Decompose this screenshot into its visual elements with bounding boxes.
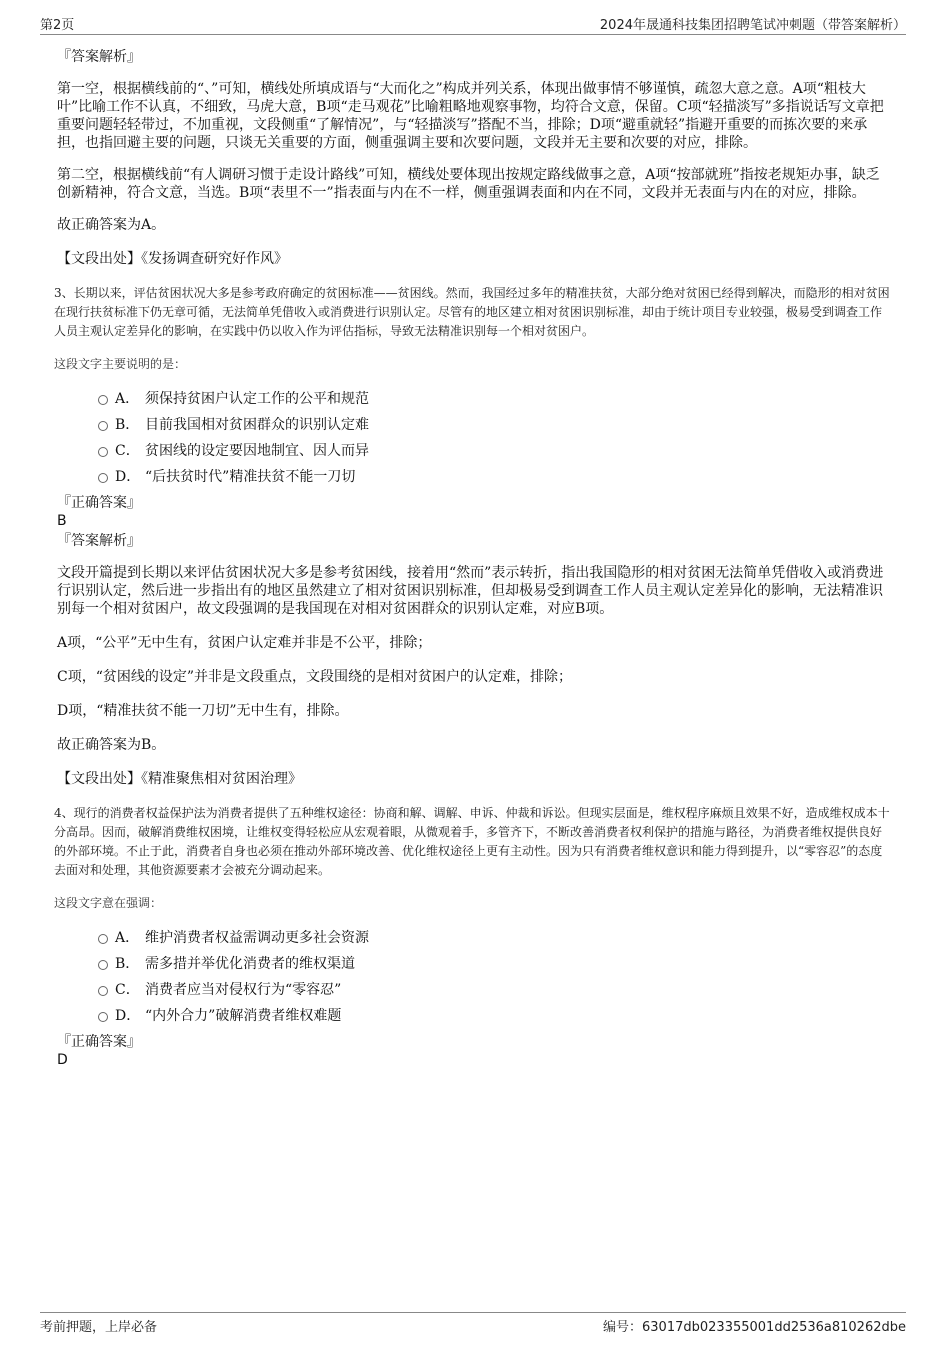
q3-source: 【文段出处】《精准聚焦相对贫困治理》 — [57, 771, 302, 787]
q2-analysis-heading: 『答案解析』 — [57, 49, 141, 65]
radio-button[interactable] — [98, 986, 108, 996]
option-text: “内外合力”破解消费者维权难题 — [145, 1008, 342, 1024]
option-text: 贫困线的设定要因地制宜、因人而异 — [145, 443, 369, 459]
q4-correct-answer: D — [57, 1052, 68, 1068]
q4-option-b[interactable] — [57, 951, 892, 977]
q3-analysis-option-d: D项，“精准扶贫不能一刀切”无中生有，排除。 — [57, 703, 349, 719]
q3-analysis-heading: 『答案解析』 — [57, 533, 141, 549]
q3-conclusion: 故正确答案为B。 — [57, 737, 166, 753]
radio-button[interactable] — [98, 1012, 108, 1022]
radio-button[interactable] — [98, 421, 108, 431]
radio-button[interactable] — [98, 934, 108, 944]
q4-options — [57, 925, 892, 1029]
option-text: 须保持贫困户认定工作的公平和规范 — [145, 391, 369, 407]
option-text: 目前我国相对贫困群众的识别认定难 — [145, 417, 369, 433]
q3-correct-answer: B — [57, 513, 67, 529]
option-letter: C． — [115, 982, 140, 998]
q4-option-a[interactable] — [57, 925, 892, 951]
q4-option-d[interactable] — [57, 1003, 892, 1029]
option-text: 维护消费者权益需调动更多社会资源 — [145, 930, 369, 946]
option-letter: B． — [115, 417, 140, 433]
option-letter: C． — [115, 443, 140, 459]
document-id: 编号：63017db023355001dd2536a810262dbe — [603, 1320, 906, 1335]
page-header — [40, 12, 906, 35]
option-letter: D． — [115, 1008, 141, 1024]
q2-source: 【文段出处】《发扬调查研究好作风》 — [57, 251, 288, 267]
page-number: 第2页 — [40, 18, 75, 33]
q3-option-b[interactable] — [57, 412, 892, 438]
q3-option-a[interactable] — [57, 386, 892, 412]
radio-button[interactable] — [98, 447, 108, 457]
option-letter: A． — [115, 391, 140, 407]
q3-stem: 3、长期以来，评估贫困状况大多是参考政府确定的贫困标准——贫困线。然而，我国经过多年的精准扶贫，大部分绝对贫困已经得到解决，而隐形的相对贫困在现行扶贫标准下仍无章可循，无法简单凭借收入或消费进行识别认定。尽管有的地区建立相对贫困识别标准，却由于统计项目专业较强，极易受到调查工作人员主观认定差异化的影响，在实践中仍以收入作为评估指标，导致无法精准识别每一个相对贫困户。 — [54, 286, 890, 338]
q4-option-c[interactable] — [57, 977, 892, 1003]
option-text: “后扶贫时代”精准扶贫不能一刀切 — [145, 469, 356, 485]
q2-analysis-para1: 第一空，根据横线前的“、”可知，横线处所填成语与“大而化之”构成并列关系，体现出做事情不够谨慎，疏忽大意之意。A项“粗枝大叶”比喻工作不认真，不细致，马虎大意，B项“走马观花”比喻粗略地观察事物，均符合文意，保留。C项“轻描淡写”多指说话写文章把重要问题轻轻带过，不加重视，文段侧重“了解情况”，与“轻描淡写”搭配不当，排除；D项“避重就轻”指避开重要的而拣次要的来承担，也指回避主要的问题，只谈无关重要的方面，侧重强调主要和次要问题，文段并无主要和次要的对应，排除。 — [57, 81, 884, 151]
q3-analysis-para1: 文段开篇提到长期以来评估贫困状况大多是参考贫困线，接着用“然而”表示转折，指出我国隐形的相对贫困无法简单凭借收入或消费进行识别认定，然后进一步指出有的地区虽然建立了相对贫困识别标准，但却极易受到调查工作人员主观认定差异化的影响，无法精准识别每一个相对贫困户，故文段强调的是我国现在对相对贫困群众的识别认定难，对应B项。 — [57, 565, 884, 617]
q3-analysis-option-a: A项，“公平”无中生有，贫困户认定难并非是不公平，排除； — [57, 635, 432, 651]
q3-option-c[interactable] — [57, 438, 892, 464]
option-letter: B． — [115, 956, 140, 972]
radio-button[interactable] — [98, 395, 108, 405]
q4-question: 这段文字意在强调： — [54, 896, 163, 910]
footer-slogan: 考前押题，上岸必备 — [40, 1320, 158, 1335]
q3-answer-heading: 『正确答案』 — [57, 495, 141, 511]
option-text: 消费者应当对侵权行为“零容忍” — [145, 982, 342, 998]
q4-stem: 4、现行的消费者权益保护法为消费者提供了五种维权途径：协商和解、调解、申诉、仲裁和诉讼。但现实层面是，维权程序麻烦且效果不好，造成维权成本十分高昂。因而，破解消费维权困境，让维权变得轻松应从宏观着眼，从微观着手，多管齐下，不断改善消费者权利保护的措施与路径，为消费者维权提供良好的外部环境。不止于此，消费者自身也必须在推动外部环境改善、优化维权途径上更有主动性。因为只有消费者维权意识和能力得到提升，以“零容忍”的态度去面对和处理，其他资源要素才会被充分调动起来。 — [54, 806, 890, 877]
page-footer — [40, 1312, 906, 1335]
radio-button[interactable] — [98, 473, 108, 483]
option-letter: D． — [115, 469, 141, 485]
q3-question: 这段文字主要说明的是： — [54, 357, 187, 371]
q2-analysis-para2: 第二空，根据横线前“有人调研习惯于走设计路线”可知，横线处要体现出按规定路线做事之意，A项“按部就班”指按老规矩办事，缺乏创新精神，符合文意，当选。B项“表里不一”指表面与内在不一样，侧重强调表面和内在不同，文段并无表面与内在的对应，排除。 — [57, 167, 880, 201]
q3-analysis-option-c: C项，“贫困线的设定”并非是文段重点，文段围绕的是相对贫困户的认定难，排除； — [57, 669, 573, 685]
page-content — [54, 46, 892, 1069]
q2-conclusion: 故正确答案为A。 — [57, 217, 166, 233]
q3-options — [57, 386, 892, 490]
option-letter: A． — [115, 930, 140, 946]
document-title: 2024年晟通科技集团招聘笔试冲刺题（带答案解析） — [599, 18, 906, 33]
radio-button[interactable] — [98, 960, 108, 970]
q3-option-d[interactable] — [57, 464, 892, 490]
option-text: 需多措并举优化消费者的维权渠道 — [145, 956, 355, 972]
q4-answer-heading: 『正确答案』 — [57, 1034, 141, 1050]
